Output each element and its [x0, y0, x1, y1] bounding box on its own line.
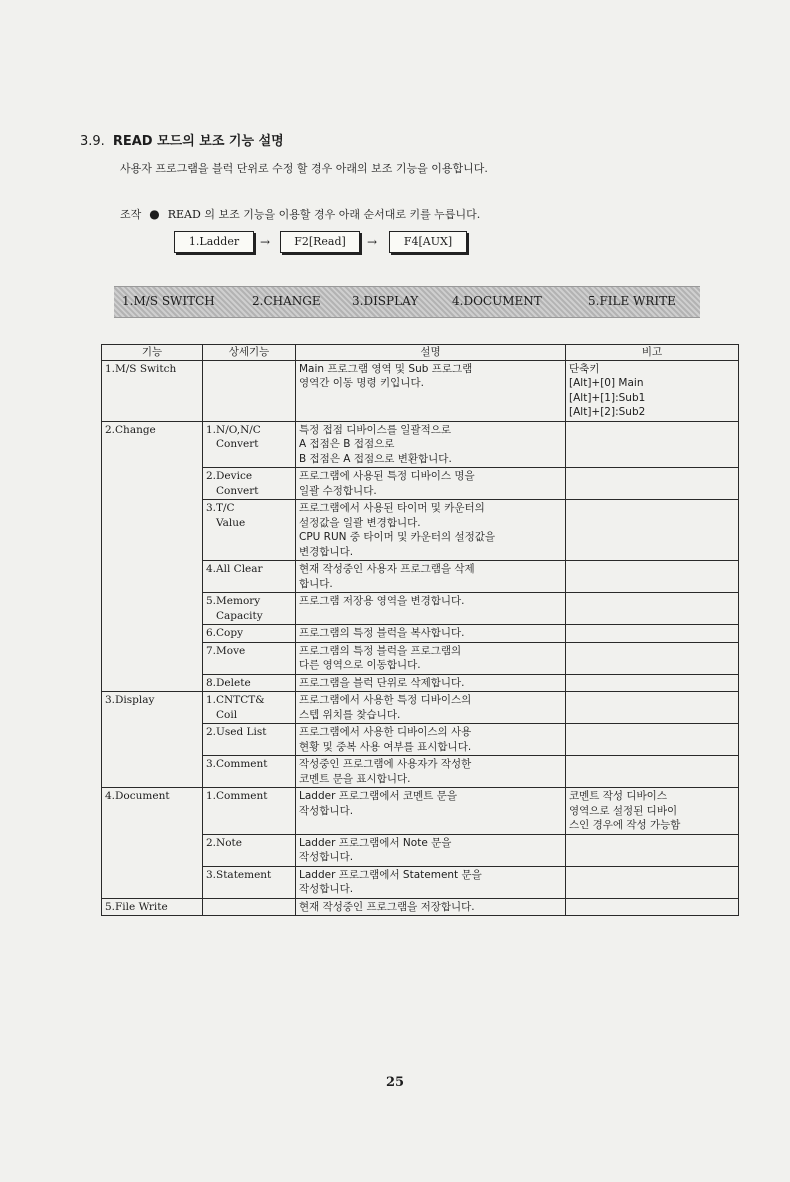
header-detail: 상세기능	[203, 345, 296, 361]
note-cell	[566, 788, 739, 835]
menu-change: 2.CHANGE	[252, 294, 321, 308]
section-heading	[80, 130, 284, 149]
detail-line: Convert	[216, 438, 259, 450]
description-line: 코멘트 문을 표시합니다.	[299, 772, 411, 785]
operation-label: 조작	[120, 208, 142, 221]
section-title: READ 모드의 보조 기능 설명	[112, 134, 284, 149]
detail-cell	[203, 898, 296, 916]
description-line: 프로그램에서 사용된 타이머 및 카운터의	[299, 502, 485, 514]
detail-cell	[203, 421, 296, 468]
detail-line: Value	[216, 516, 246, 529]
description-cell	[296, 866, 566, 898]
menu-display: 3.DISPLAY	[352, 294, 419, 308]
key-aux: F4[AUX]	[389, 231, 467, 253]
description-line: 다른 영역으로 이동합니다.	[299, 659, 421, 671]
table-row	[102, 360, 739, 421]
detail-cell	[203, 625, 296, 643]
detail-cell	[203, 692, 296, 724]
detail-line: 7.Move	[206, 644, 246, 657]
detail-line: 3.Comment	[206, 758, 268, 770]
detail-line: 1.CNTCT&	[206, 694, 265, 706]
description-cell	[296, 692, 566, 724]
note-cell	[566, 593, 739, 625]
note-line: 영역으로 설정된 디바이	[569, 804, 678, 817]
detail-cell	[203, 866, 296, 898]
description-line: 프로그램을 블럭 단위로 삭제합니다.	[299, 676, 465, 689]
function-cell	[102, 360, 203, 421]
function-name: 1.M/S Switch	[105, 362, 177, 375]
table-row	[102, 898, 739, 916]
description-line: 작성중인 프로그램에 사용자가 작성한	[299, 758, 472, 770]
note-cell	[566, 834, 739, 866]
description-line: 현재 작성중인 프로그램을 저장합니다.	[299, 900, 475, 913]
description-line: 프로그램에서 사용한 디바이스의 사용	[299, 726, 472, 738]
description-line: 프로그램 저장용 영역을 변경합니다.	[299, 595, 465, 607]
description-line: 스텝 위치를 찾습니다.	[299, 708, 401, 721]
note-cell	[566, 421, 739, 468]
table-row	[102, 692, 739, 724]
detail-line: 3.T/C	[206, 502, 235, 514]
function-cell	[102, 898, 203, 916]
arrow-right-icon: →	[367, 235, 378, 249]
description-line: B 접점은 A 접점으로 변환합니다.	[299, 452, 452, 465]
detail-line: 1.N/O,N/C	[206, 423, 261, 436]
detail-cell	[203, 468, 296, 500]
detail-cell	[203, 788, 296, 835]
note-cell	[566, 692, 739, 724]
detail-line: 8.Delete	[206, 676, 251, 689]
operation-text: READ 의 보조 기능을 이용할 경우 아래 순서대로 키를 누릅니다.	[167, 208, 481, 221]
key-ladder: 1.Ladder	[174, 231, 254, 253]
description-cell	[296, 593, 566, 625]
note-cell	[566, 468, 739, 500]
note-cell	[566, 724, 739, 756]
description-line: A 접점은 B 접점으로	[299, 438, 395, 450]
detail-cell	[203, 500, 296, 561]
header-note: 비고	[566, 345, 739, 361]
table-header-row	[102, 345, 739, 361]
detail-cell	[203, 674, 296, 692]
note-cell	[566, 756, 739, 788]
section-number: 3.9.	[80, 134, 105, 149]
detail-cell	[203, 561, 296, 593]
description-line: 설정값을 일괄 변경합니다.	[299, 516, 421, 529]
page-number: 25	[385, 1075, 405, 1090]
description-line: Ladder 프로그램에서 Note 문을	[299, 836, 452, 849]
detail-line: 3.Statement	[206, 868, 272, 881]
table-row	[102, 421, 739, 468]
operation-line	[120, 206, 480, 222]
description-cell	[296, 724, 566, 756]
description-cell	[296, 421, 566, 468]
note-cell	[566, 898, 739, 916]
description-cell	[296, 788, 566, 835]
detail-line: 4.All Clear	[206, 563, 263, 575]
table-body	[102, 360, 739, 916]
detail-cell	[203, 756, 296, 788]
intro-text: 사용자 프로그램을 블럭 단위로 수정 할 경우 아래의 보조 기능을 이용합니다.	[120, 162, 488, 175]
note-cell	[566, 500, 739, 561]
aux-menu-bar	[114, 286, 700, 318]
description-line: 작성합니다.	[299, 883, 354, 895]
detail-line: Capacity	[216, 609, 263, 622]
description-line: 영역간 이동 명령 키입니다.	[299, 377, 424, 389]
description-cell	[296, 625, 566, 643]
detail-line: 1.Comment	[206, 790, 268, 802]
function-name: 3.Display	[105, 694, 155, 706]
function-name: 5.File Write	[105, 900, 168, 913]
note-line: 코멘트 작성 디바이스	[569, 790, 667, 802]
note-cell	[566, 625, 739, 643]
bullet-icon: ●	[149, 207, 160, 221]
description-line: 프로그램에 사용된 특정 디바이스 명을	[299, 470, 475, 482]
description-line: 작성합니다.	[299, 851, 354, 863]
description-line: CPU RUN 중 타이머 및 카운터의 설정값을	[299, 531, 496, 543]
function-table	[101, 344, 739, 916]
function-cell	[102, 421, 203, 692]
header-description: 설명	[296, 345, 566, 361]
description-cell	[296, 360, 566, 421]
description-cell	[296, 642, 566, 674]
note-cell	[566, 561, 739, 593]
description-line: 작성합니다.	[299, 804, 354, 817]
detail-cell	[203, 642, 296, 674]
menu-file-write: 5.FILE WRITE	[588, 294, 676, 308]
description-line: 변경합니다.	[299, 545, 354, 558]
detail-line: 2.Note	[206, 836, 242, 849]
detail-cell	[203, 360, 296, 421]
detail-line: 2.Used List	[206, 726, 267, 738]
function-name: 4.Document	[105, 790, 170, 802]
detail-line: 6.Copy	[206, 627, 244, 639]
arrow-right-icon: →	[260, 235, 271, 249]
note-line: [Alt]+[2]:Sub2	[569, 406, 646, 418]
note-cell	[566, 866, 739, 898]
function-name: 2.Change	[105, 423, 156, 436]
note-cell	[566, 360, 739, 421]
function-cell	[102, 692, 203, 788]
description-line: Main 프로그램 영역 및 Sub 프로그램	[299, 362, 473, 375]
description-cell	[296, 500, 566, 561]
description-cell	[296, 561, 566, 593]
description-line: 현재 작성중인 사용자 프로그램을 삭제	[299, 563, 475, 575]
description-line: 일괄 수정합니다.	[299, 484, 377, 497]
description-line: Ladder 프로그램에서 Statement 문을	[299, 868, 482, 881]
description-line: 프로그램의 특정 블럭을 복사합니다.	[299, 627, 465, 639]
description-cell	[296, 834, 566, 866]
detail-line: Convert	[216, 484, 259, 497]
description-line: 현황 및 중복 사용 여부를 표시합니다.	[299, 740, 472, 753]
detail-cell	[203, 593, 296, 625]
description-cell	[296, 674, 566, 692]
function-cell	[102, 788, 203, 899]
description-line: 특정 접점 디바이스를 일괄적으로	[299, 423, 452, 436]
key-read: F2[Read]	[280, 231, 360, 253]
note-cell	[566, 674, 739, 692]
detail-cell	[203, 834, 296, 866]
detail-line: 2.Device	[206, 470, 253, 482]
description-cell	[296, 756, 566, 788]
description-line: 프로그램의 특정 블럭을 프로그램의	[299, 644, 462, 657]
note-line: [Alt]+[0] Main	[569, 377, 644, 389]
table-row	[102, 788, 739, 835]
description-cell	[296, 468, 566, 500]
description-line: 프로그램에서 사용한 특정 디바이스의	[299, 694, 472, 706]
menu-ms-switch: 1.M/S SWITCH	[122, 294, 215, 308]
note-line: [Alt]+[1]:Sub1	[569, 391, 646, 404]
note-line: 스인 경우에 작성 가능함	[569, 819, 681, 831]
menu-document: 4.DOCUMENT	[452, 294, 542, 308]
description-cell	[296, 898, 566, 916]
detail-line: Coil	[216, 708, 238, 721]
detail-cell	[203, 724, 296, 756]
note-cell	[566, 642, 739, 674]
note-line: 단축키	[569, 362, 600, 375]
header-function: 기능	[102, 345, 203, 361]
description-line: 합니다.	[299, 577, 333, 590]
description-line: Ladder 프로그램에서 코멘트 문을	[299, 790, 457, 802]
detail-line: 5.Memory	[206, 595, 261, 607]
